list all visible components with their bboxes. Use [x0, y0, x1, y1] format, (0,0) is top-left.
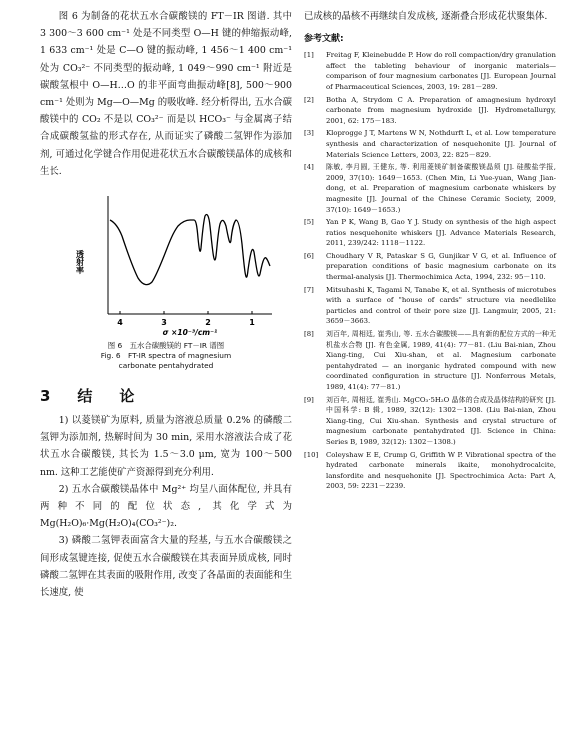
reference-item [304, 251, 556, 283]
y-axis-label: 透射率 [75, 250, 85, 275]
reference-item [304, 395, 556, 448]
reference-number: [6] [304, 251, 314, 260]
figure-caption-en-line1: Fig. 6 FT-IR spectra of magnesium [100, 351, 232, 361]
reference-text: Kloprogge J T, Martens W N, Nothdurft L, et al. Low temperature synthesis and characterization of nesquehonite [J]. Journal of Materials Science Letters, 2003, 22: 825－829. [326, 129, 556, 159]
conclusion-3: 3) 磷酸二氢钾表面富含大量的羟基, 与五水合碳酸镁之间形成氢键连接, 促使五水合碳酸镁在其表面异质成核, 同时磷酸二氢钾在其表面的吸附作用, 改变了各晶面的表面能和生长速度, 使 [40, 535, 292, 599]
xtick-label-4: 4 [117, 318, 123, 328]
reference-text: Botha A, Strydom C A. Preparation of amagnesium hydroxyl carbonate from magnesium hydroxide [J]. Hydrometallurgy, 2001, 62: 175－183. [326, 95, 556, 125]
reference-text: Mitsuhashi K, Tagami N, Tanabe K, et al. Synthesis of microtubes with a surface of "house of cards" structure via needlelike particles and control of their pore size [J]. Langmuir, 2005, 21: 3659－3663. [326, 285, 556, 326]
reference-number: [8] [304, 330, 314, 339]
reference-text: 陈敏, 李月圆, 王健东, 等. 利用菱镁矿制备碳酸镁晶须 [J]. 硅酸盐学报, 2009, 37(10): 1649－1653. (Chen Min, Li Yue-yuan, Wang Jian-dong, et al. Preparation of magnesium carbonate whiskers by magnesite [J]. Journal of the Chinese Ceramic Society, 2009, 37(10): 1649－1653.) [326, 163, 556, 214]
ftir-figure [40, 186, 292, 336]
reference-text: 刘百年, 周相廷, 崔秀山. MgCO₃·5H₂O 晶体的合成及晶体结构的研究 [J]. 中国科学: B 辑, 1989, 32(12): 1302－1308. (Liu Bai-nian, Zhou Xiang-ting, Cui Xiu-shan. Synthesis and crystal structure of magnesium carbonate pentahydrated [J]. Science in China: Series B, 1989, 32(12): 1302－1308.) [326, 395, 556, 446]
reference-item [304, 450, 556, 492]
xtick-label-2: 2 [205, 318, 211, 328]
reference-number: [2] [304, 95, 314, 104]
ftir-trace [110, 214, 270, 284]
reference-number: [4] [304, 163, 314, 172]
left-column [40, 8, 292, 601]
conclusion-2: 2) 五水合碳酸镁晶体中 Mg²⁺ 均呈八面体配位, 并具有两种不同的配位状态, 其化学式为 Mg(H₂O)₆·Mg(H₂O)₄(CO₃²⁻)₂. [40, 483, 292, 530]
reference-number: [10] [304, 450, 319, 459]
reference-item [304, 285, 556, 327]
figure-caption-en-line2: carbonate pentahydrated [118, 361, 214, 371]
ftir-spectrum-chart [40, 186, 292, 336]
xtick-label-1: 1 [249, 318, 255, 328]
conclusion-continuation: 已成核的晶核不再继续自发成核, 逐渐叠合形成花状聚集体. [304, 11, 548, 22]
reference-text: Yan P K, Wang B, Gao Y J. Study on synthesis of the high aspect ratios nesquehonite whiskers [J]. Advance Materials Research, 2011, 239/242: 1118－1122. [326, 218, 556, 248]
conclusion-1: 1) 以菱镁矿为原料, 质量为溶液总质量 0.2% 的磷酸二氢钾为添加剂, 热解时间为 30 min, 采用水溶液法合成了花状五水合碳酸镁, 其长为 1.5～3.0 μm, 宽为 100～500 nm. 这种工艺能使矿产资源得到充分利用. [40, 415, 292, 478]
reference-number: [3] [304, 129, 314, 138]
x-axis-label: σ ×10⁻³/cm⁻¹ [162, 328, 218, 337]
reference-number: [5] [304, 218, 314, 227]
references-title: 参考文献: [304, 34, 344, 45]
reference-item [304, 162, 556, 215]
xtick-label-3: 3 [161, 318, 167, 328]
reference-item [304, 128, 556, 160]
section-title-conclusions: 3 结 论 [40, 387, 141, 406]
reference-text: Coleyshaw E E, Crump G, Griffith W P. Vibrational spectra of the hydrated carbonate minerals ikaite, monohydrocalcite, lansfordite and nesquehonite [J]. Spectrochimica Acta: Part A, 2003, 59: 2231－2239. [326, 450, 556, 491]
reference-text: 刘百年, 周相廷, 崔秀山, 等. 五水合碳酸镁——具有新的配位方式的一种无机盐水合物 [J]. 有色金属, 1989, 41(4): 77－81. (Liu Bai-nian, Zhou Xiang-ting, Cui Xiu-shan, et al. Magnesium carbonate pentahydrated — an inorganic hydrated compound with new coordinated configuration in structure [J]. Nonferrous Metals, 1989, 41(4): 77－81.) [326, 330, 556, 392]
figure-caption-cn: 图 6 五水合碳酸镁的 FT－IR 谱图 [107, 341, 225, 351]
right-column [304, 8, 556, 494]
reference-number: [1] [304, 51, 314, 60]
reference-item [304, 50, 556, 92]
reference-text: Freitag F, Kleinebudde P. How do roll compaction/dry granulation affect the tableting behaviour of inorganic materials—comparison of four magnesium carbonates [J]. European Journal of Pharmaceutical Sciences, 2003, 19: 281－289. [326, 51, 556, 91]
reference-item [304, 329, 556, 393]
reference-item [304, 217, 556, 249]
reference-number: [9] [304, 395, 314, 404]
reference-text: Choudhary V R, Pataskar S G, Gunjikar V G, et al. Influence of preparation conditions of basic magnesium carbonate on its thermal-analysis [J]. Thermochimica Acta, 1994, 232: 95－110. [326, 251, 556, 282]
intro-paragraph: 图 6 为制备的花状五水合碳酸镁的 FT－IR 图谱. 其中 3 300～3 600 cm⁻¹ 处是不同类型 O—H 键的伸缩振动峰, 1 633 cm⁻¹ 处是 C—O 键的振动峰, 1 456～1 400 cm⁻¹ 处为 CO₃²⁻ 不同类型的振动峰, 1 049～990 cm⁻¹ 附近是碳酸氢根中 O—H…O 的非平面弯曲振动峰[8], 500～900 cm⁻¹ 处则为 Mg—O—Mg 的吸收峰. 经分析得出, 五水合碳酸镁中的 CO₂ 不是以 CO₃²⁻ 而是以 HCO₃⁻ 与金属离子结合成碳酸氢盐的形式存在, 从而证实了磷酸二氢钾作为添加剂, 可通过化学键合作用促进花状五水合碳酸镁晶体的成核和生长. [40, 11, 292, 177]
reference-item [304, 95, 556, 127]
reference-number: [7] [304, 285, 314, 294]
